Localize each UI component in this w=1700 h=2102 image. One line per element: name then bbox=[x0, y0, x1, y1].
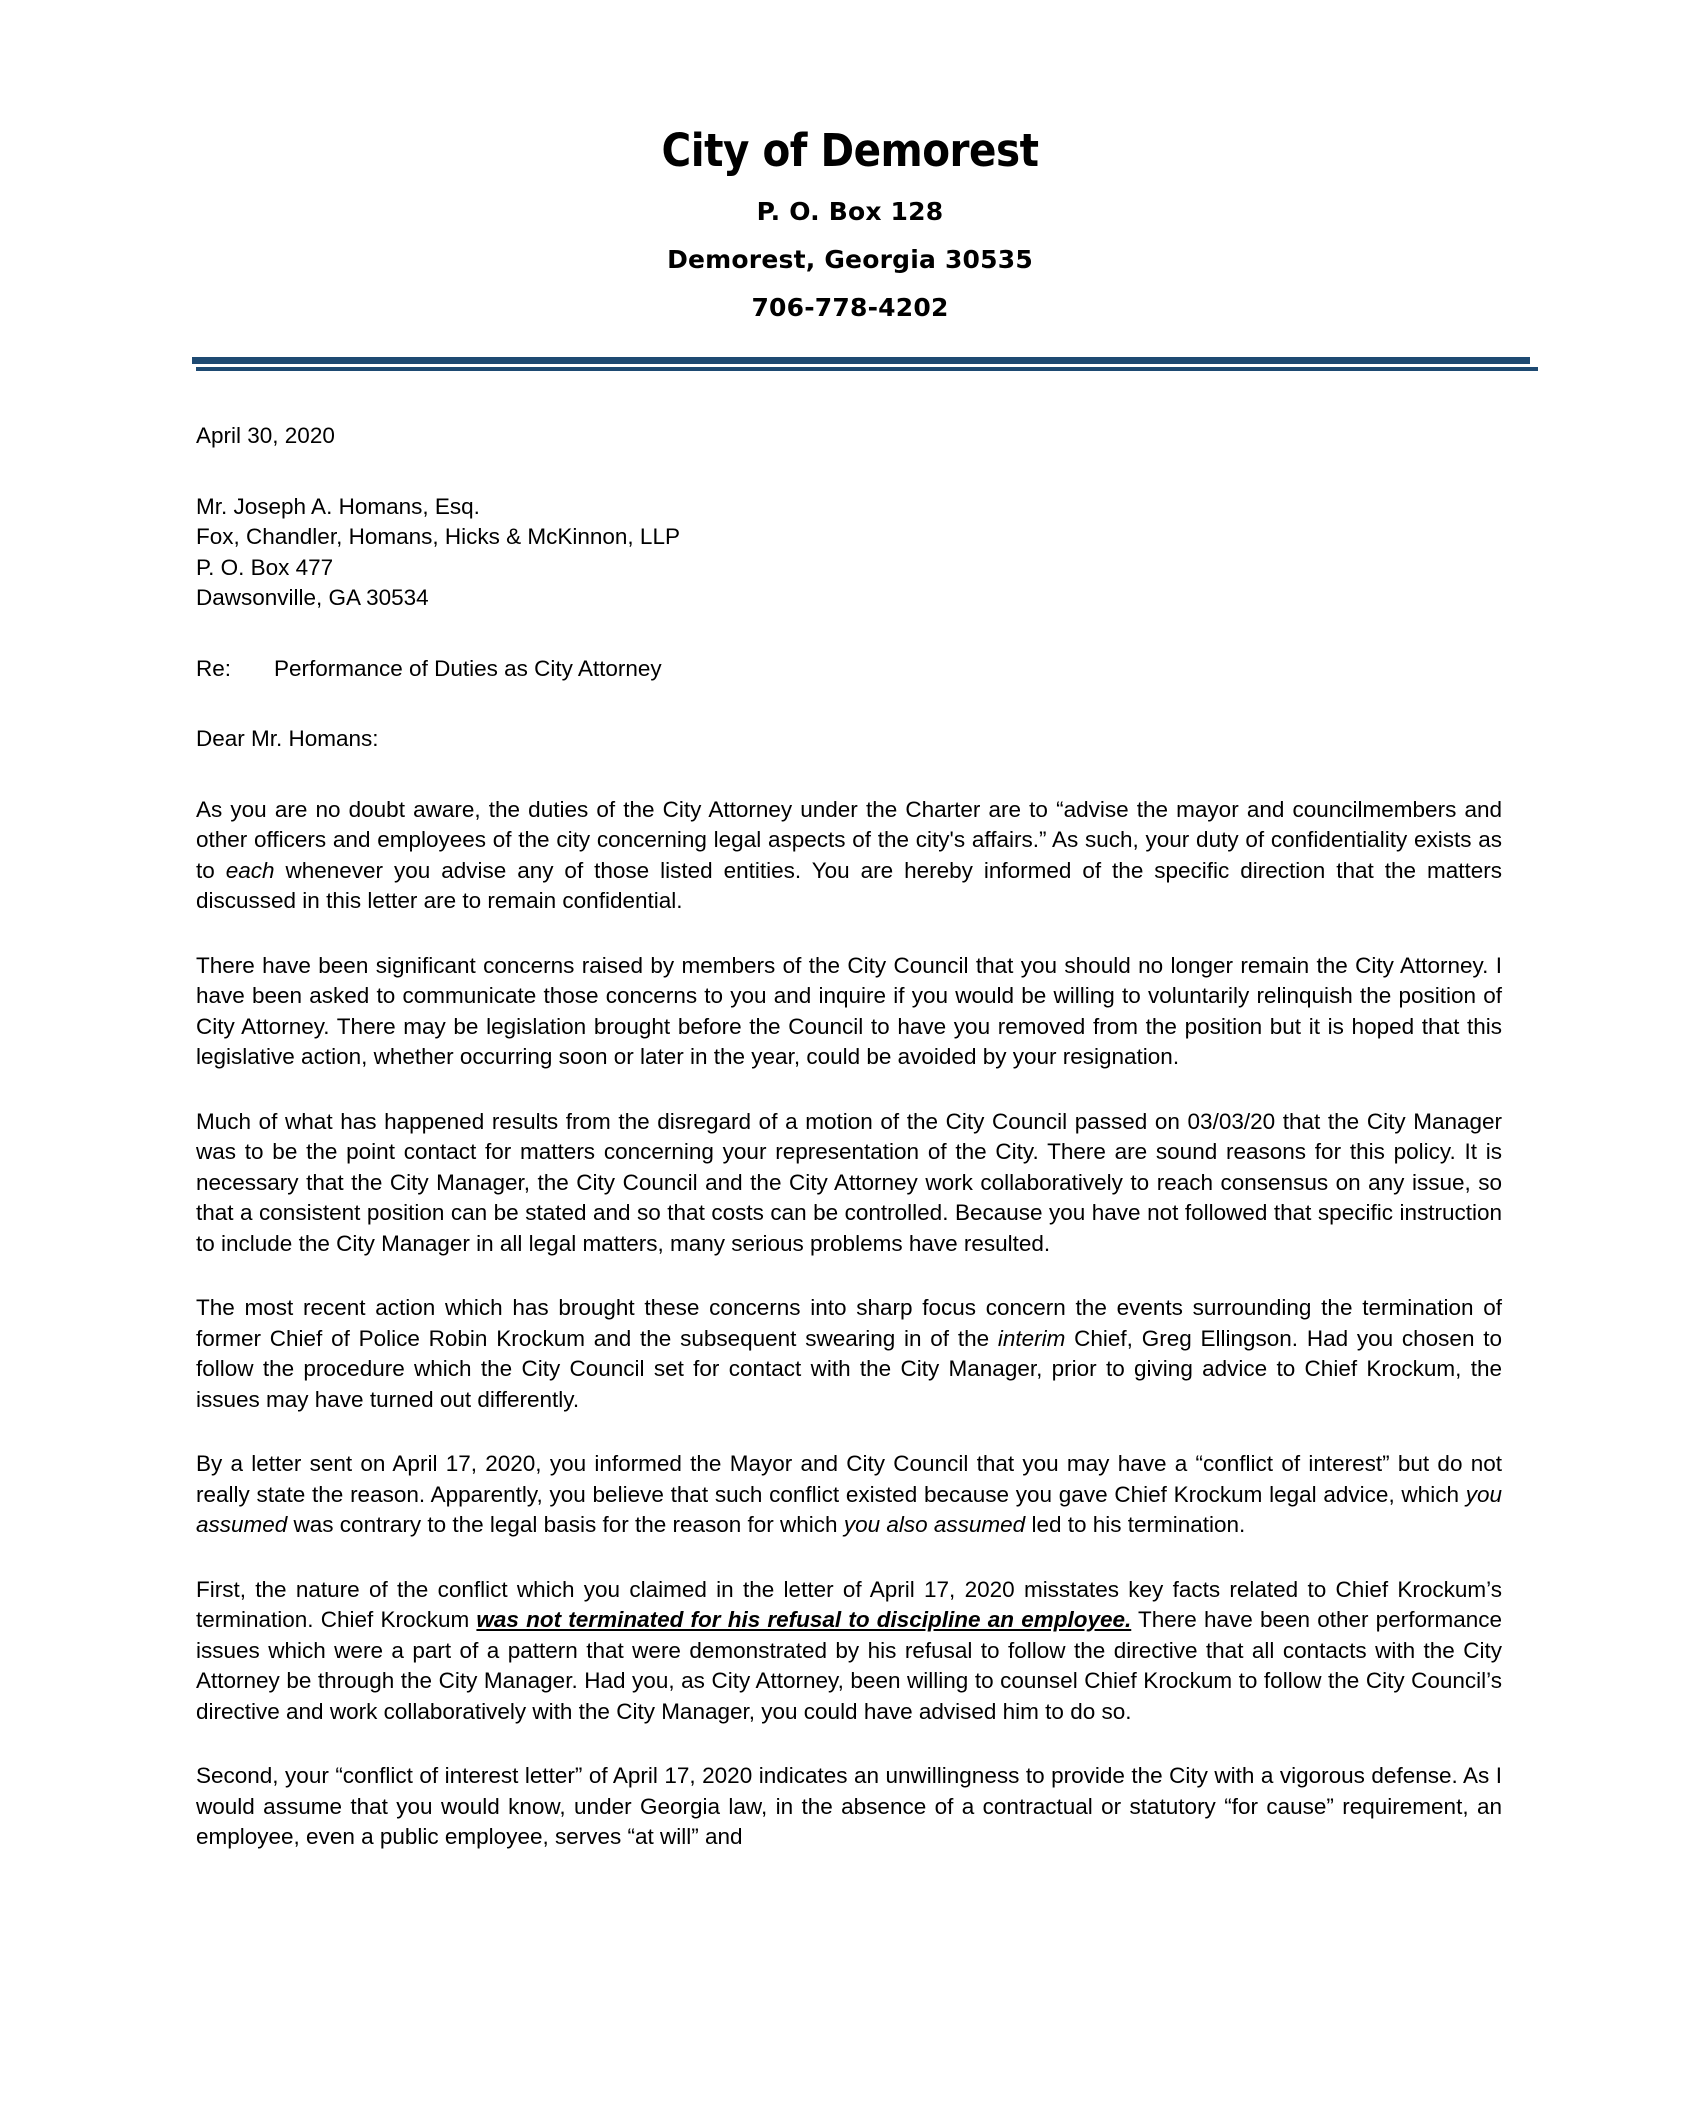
paragraph-6-part-b: There have been other performance issues which were a part of a pattern that were demonstrated by his refusal to follow the directive that all contacts with the City Attorney be through the City Manager. Had you, as City Attorney, been willing to counsel Chief Krockum to follow the City Council’s directive and work collaboratively with the City Manager, you could have advised him to do so. bbox=[196, 1607, 1502, 1724]
paragraph-5-emphasis-1: you assumed bbox=[196, 1481, 1502, 1537]
paragraph-4-part-a: The most recent action which has brought these concerns into sharp focus concern the events surrounding the termination of former Chief of Police Robin Krockum and the subsequent swearing in of the bbox=[196, 1295, 1502, 1351]
paragraph-1 bbox=[196, 795, 1502, 917]
re-label: Re: bbox=[196, 655, 232, 681]
paragraph-3: Much of what has happened results from the disregard of a motion of the City Council passed on 03/03/20 that the City Manager was to be the point contact for matters concerning your representation of the City. There are sound reasons for this policy. It is necessary that the City Manager, the City Council and the City Attorney work collaboratively to reach consensus on any issue, so that a consistent position can be stated and so that costs can be controlled. Because you have not followed that specific instruction to include the City Manager in all legal matters, many serious problems have resulted. bbox=[196, 1108, 1502, 1256]
letterhead bbox=[0, 0, 1700, 320]
paragraph-1-part-b: whenever you advise any of those listed entities. You are hereby informed of the specific direction that the matters discussed in this letter are to remain confidential. bbox=[196, 857, 1502, 913]
paragraph-4-part-b: Chief, Greg Ellingson. Had you chosen to follow the procedure which the City Council set for contact with the City Manager, prior to giving advice to Chief Krockum, the issues may have turned out differently. bbox=[196, 1325, 1502, 1412]
recipient-po-box: P. O. Box 477 bbox=[196, 554, 334, 580]
divider-rule-thick bbox=[192, 357, 1530, 364]
letterhead-po-box: P. O. Box 128 bbox=[756, 197, 944, 226]
paragraph-7: Second, your “conflict of interest letter” of April 17, 2020 indicates an unwillingness to provide the City with a vigorous defense. As I would assume that you would know, under Georgia law, in the absence of a contractual or statutory “for cause” requirement, an employee, even a public employee, serves “at will” and bbox=[196, 1763, 1502, 1849]
paragraph-5 bbox=[196, 1449, 1502, 1541]
salutation: Dear Mr. Homans: bbox=[196, 726, 379, 751]
paragraph-5-part-a: By a letter sent on April 17, 2020, you informed the Mayor and City Council that you may have a “conflict of interest” but do not really state the reason. Apparently, you believe that such conflict existed because you gave Chief Krockum legal advice, which bbox=[196, 1451, 1502, 1507]
paragraph-1-emphasis: each bbox=[225, 857, 275, 883]
recipient-address-block bbox=[196, 492, 1502, 614]
organization-name: City of Demorest bbox=[661, 124, 1039, 177]
recipient-name: Mr. Joseph A. Homans, Esq. bbox=[196, 493, 480, 519]
recipient-firm: Fox, Chandler, Homans, Hicks & McKinnon, LLP bbox=[196, 524, 680, 549]
paragraph-2: There have been significant concerns raised by members of the City Council that you should no longer remain the City Attorney. I have been asked to communicate those concerns to you and inquire if you would be willing to voluntarily relinquish the position of City Attorney. There may be legislation brought before the Council to have you removed from the position but it is hoped that this legislative action, whether occurring soon or later in the year, could be avoided by your resignation. bbox=[196, 952, 1502, 1069]
paragraph-6-strong-emphasis: was not terminated for his refusal to discipline an employee. bbox=[476, 1607, 1132, 1632]
letterhead-divider bbox=[192, 357, 1538, 375]
paragraph-4-emphasis: interim bbox=[997, 1325, 1066, 1351]
paragraph-5-part-c: led to his termination. bbox=[1025, 1512, 1246, 1537]
letterhead-phone: 706-778-4202 bbox=[751, 293, 949, 322]
paragraph-6-part-a: First, the nature of the conflict which you claimed in the letter of April 17, 2020 misstates key facts related to Chief Krockum’s termination. Chief Krockum bbox=[196, 1576, 1502, 1632]
paragraph-5-part-b: was contrary to the legal basis for the reason for which bbox=[287, 1512, 844, 1537]
paragraph-4 bbox=[196, 1293, 1502, 1415]
letter-body bbox=[196, 375, 1502, 1853]
paragraph-1-part-a: As you are no doubt aware, the duties of the City Attorney under the Charter are to “advise the mayor and councilmembers and other officers and employees of the city concerning legal aspects of the city's affairs.” As such, your duty of confidentiality exists as to bbox=[196, 796, 1502, 883]
divider-rule-thin bbox=[196, 367, 1538, 371]
paragraph-6 bbox=[196, 1575, 1502, 1728]
re-subject: Performance of Duties as City Attorney bbox=[274, 655, 662, 681]
letterhead-city-state-zip: Demorest, Georgia 30535 bbox=[667, 245, 1033, 274]
paragraph-5-emphasis-2: you also assumed bbox=[843, 1512, 1026, 1537]
re-line bbox=[196, 654, 1502, 685]
letter-date: April 30, 2020 bbox=[196, 423, 335, 448]
recipient-city-state-zip: Dawsonville, GA 30534 bbox=[196, 585, 429, 610]
